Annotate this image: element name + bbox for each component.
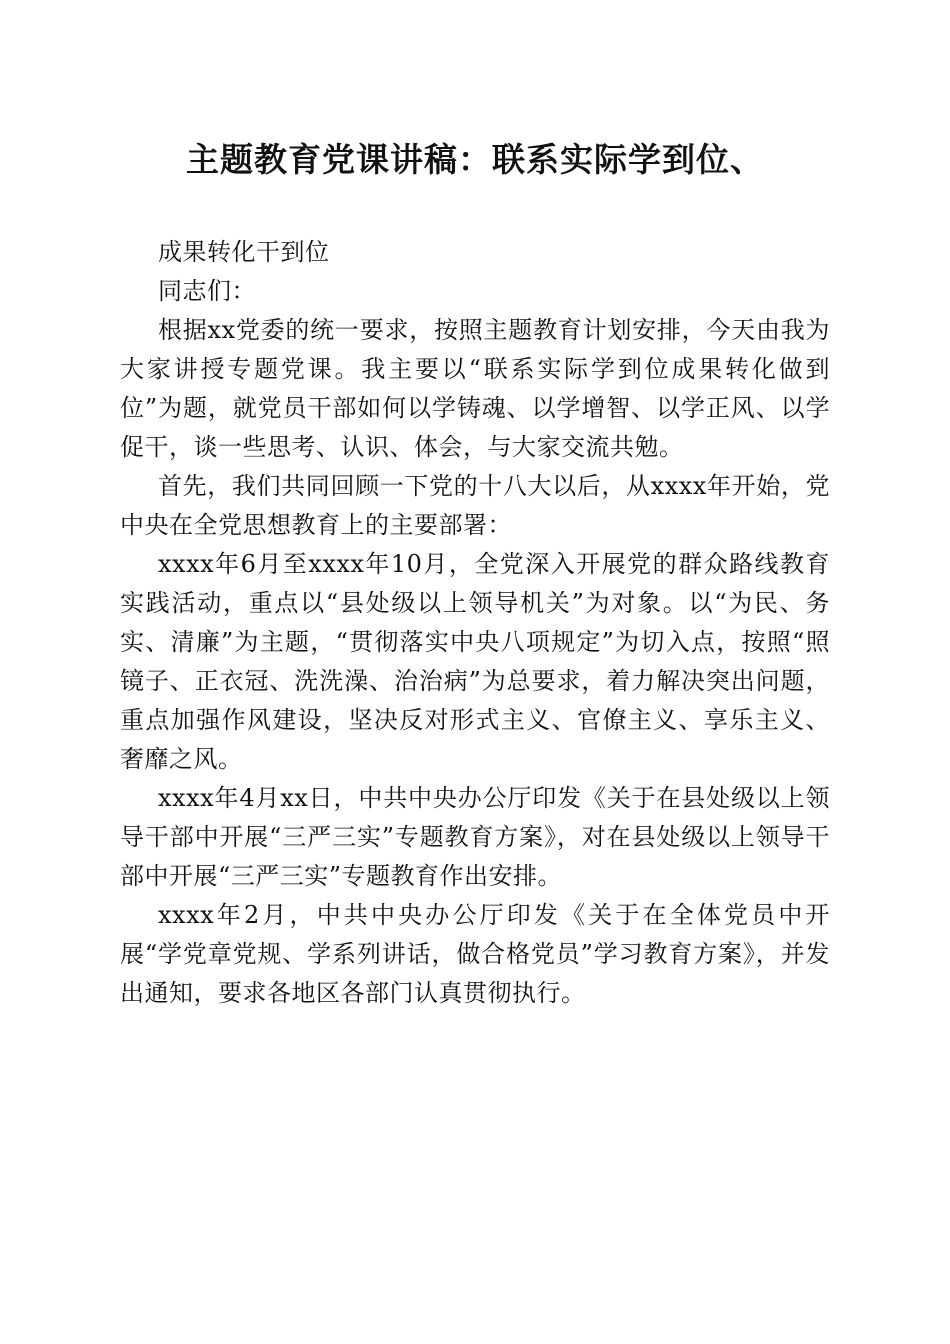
document-title: 主题教育党课讲稿：联系实际学到位、 [186, 140, 764, 179]
paragraph-intro: 根据xx党委的统一要求，按照主题教育计划安排，今天由我为大家讲授专题党课。我主要以“联系实际学到位成果转化做到位”为题，就党员干部如何以学铸魂、以学增智、以学正风、以学促干，谈一些思考、认识、体会，与大家交流共勉。 [120, 316, 830, 461]
paragraph-three-stricts: xxxx年4月xx日，中共中央办公厅印发《关于在县处级以上领导干部中开展“三严三实”专题教育方案》，对在县处级以上领导干部中开展“三严三实”专题教育作出安排。 [120, 784, 830, 890]
paragraph-study-education: xxxx年2月，中共中央办公厅印发《关于在全体党员中开展“学党章党规、学系列讲话，做合格党员”学习教育方案》，并发出通知，要求各地区各部门认真贯彻执行。 [120, 901, 830, 1007]
subtitle-line: 成果转化干到位 [158, 238, 330, 266]
greeting-line: 同志们： [158, 277, 256, 305]
paragraph-mass-line: xxxx年6月至xxxx年10月，全党深入开展党的群众路线教育实践活动，重点以“县处级以上领导机关”为对象。以“为民、务实、清廉”为主题，“贯彻落实中央八项规定”为切入点，按照“照镜子、正衣冠、洗洗澡、治治病”为总要求，着力解决突出问题，重点加强作风建设，坚决反对形式主义、官僚主义、享乐主义、奢靡之风。 [120, 550, 830, 773]
paragraph-review: 首先，我们共同回顾一下党的十八大以后，从xxxx年开始，党中央在全党思想教育上的主要部署： [120, 472, 830, 539]
document-body [120, 233, 830, 1013]
